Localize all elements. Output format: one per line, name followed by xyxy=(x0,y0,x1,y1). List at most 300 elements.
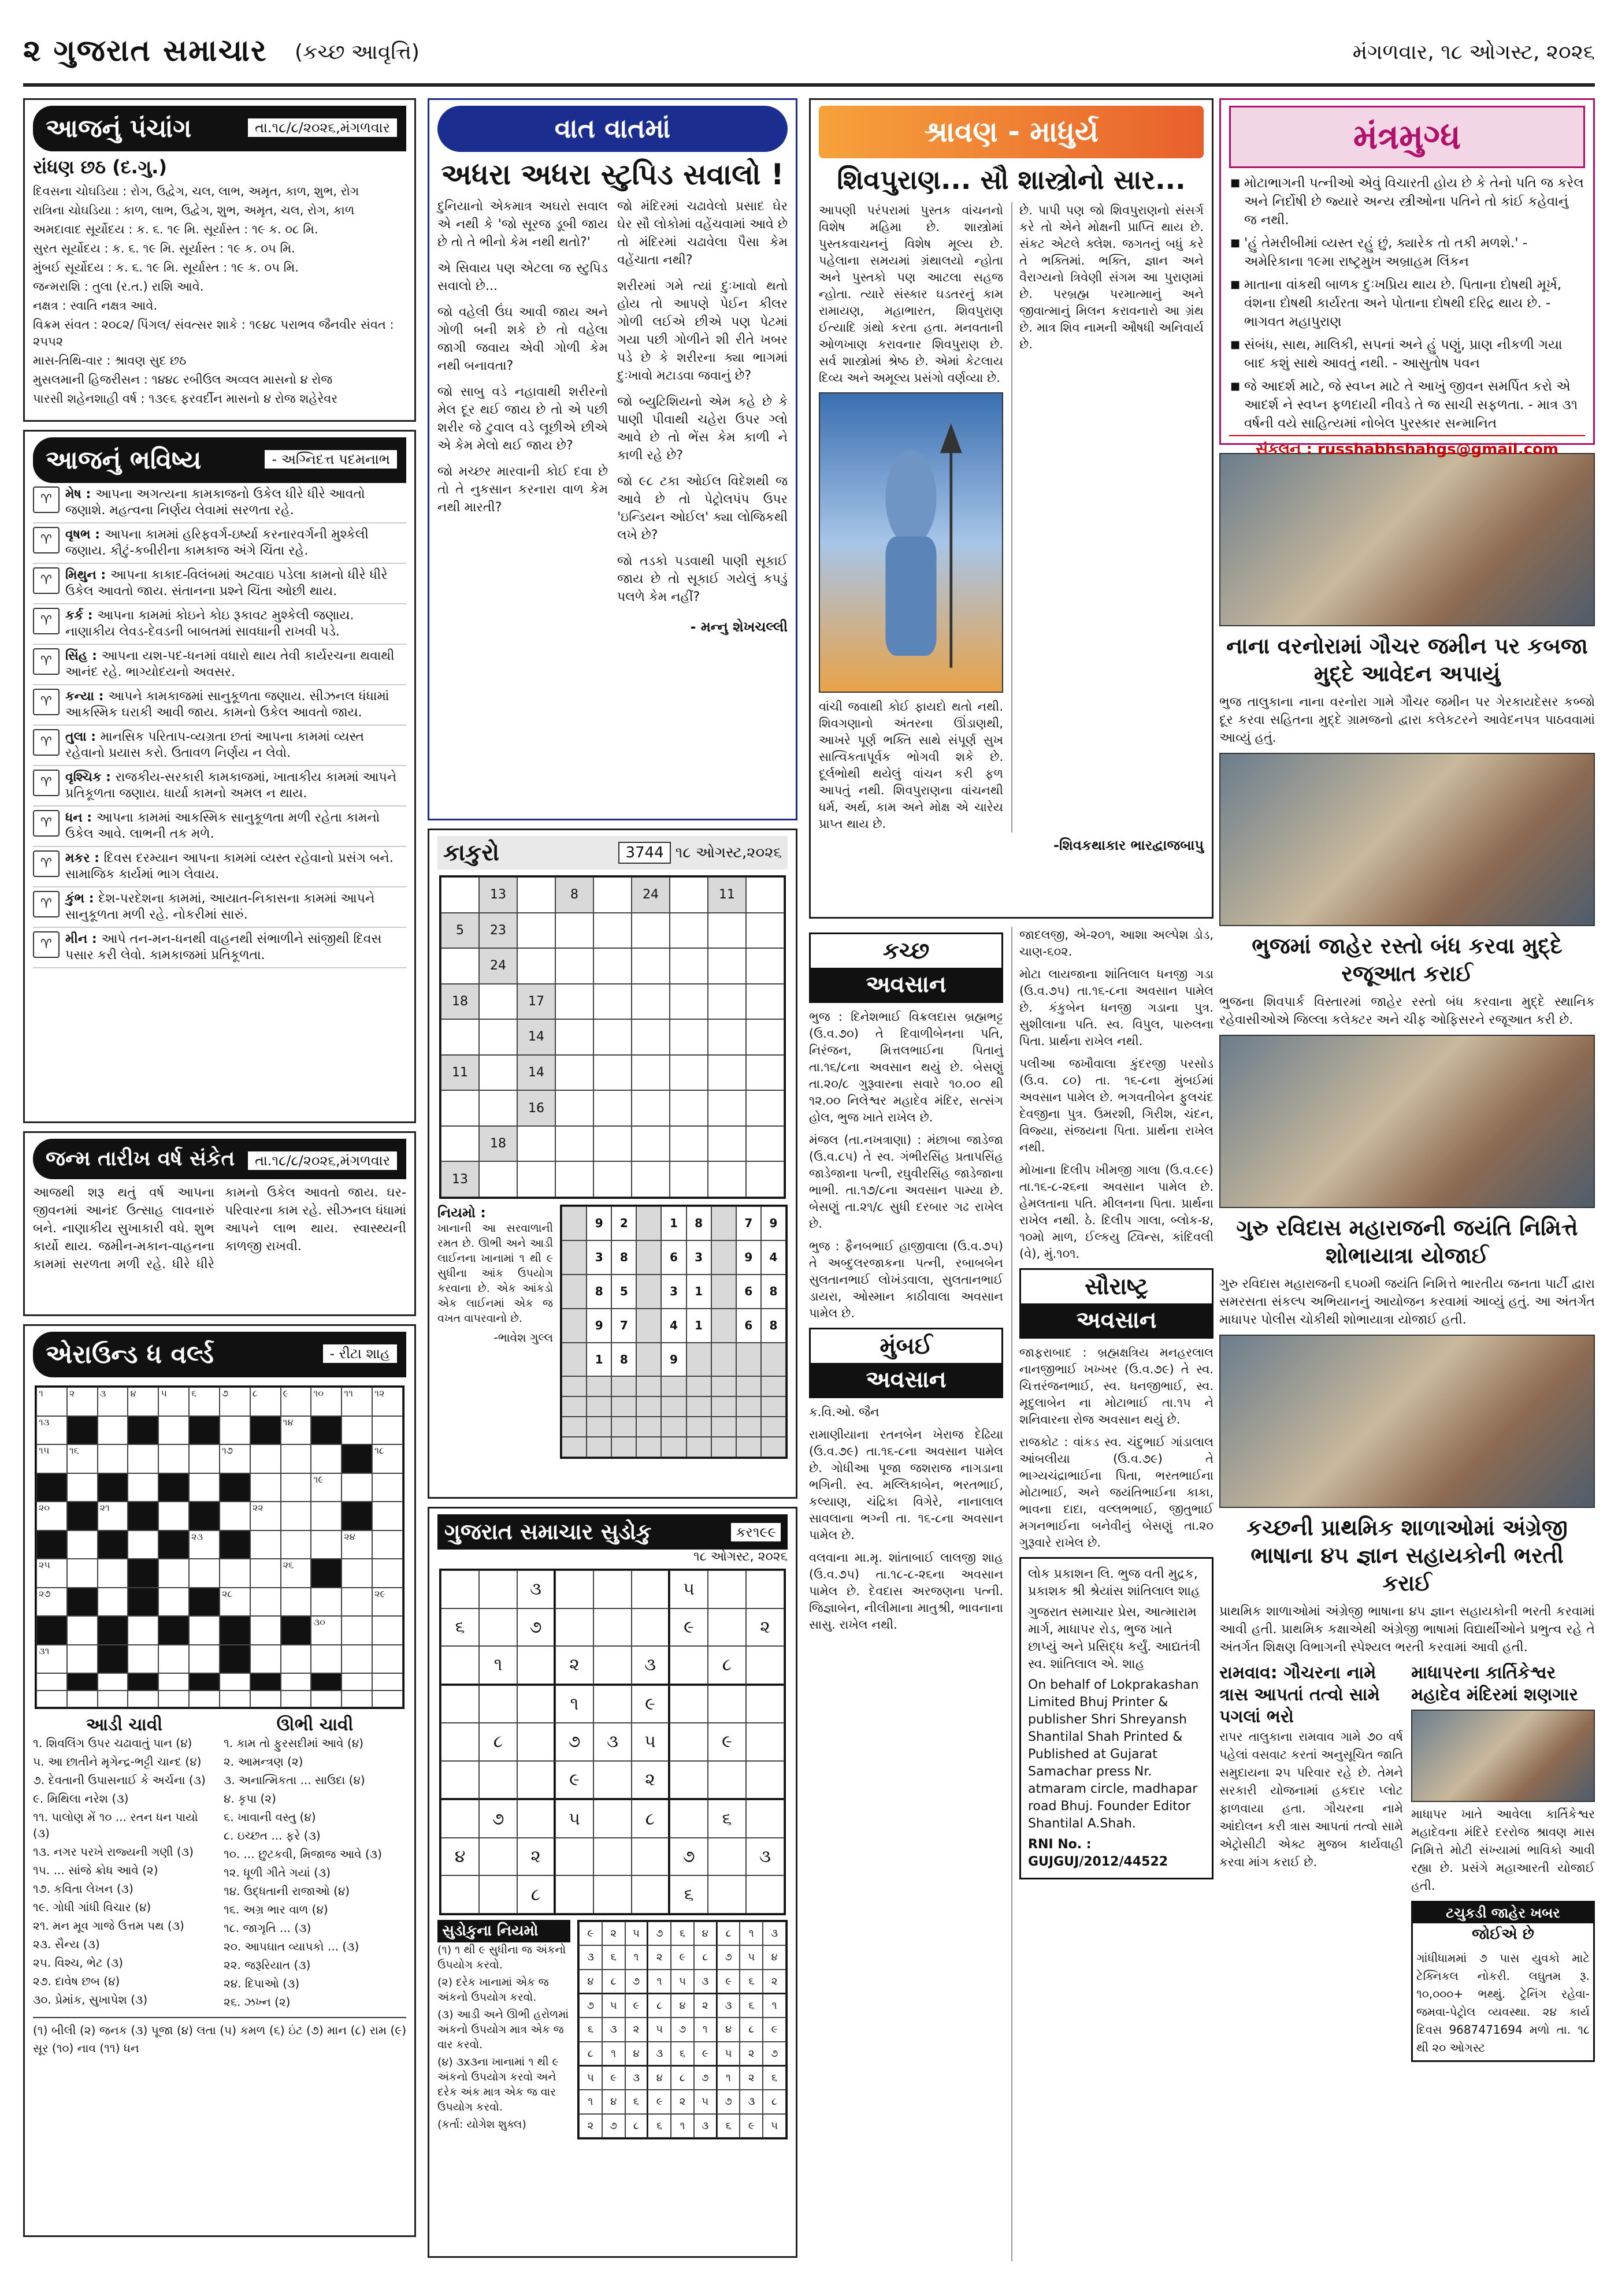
sudoku-cell xyxy=(746,1761,784,1800)
kakuro-cell xyxy=(632,984,670,1020)
sudoku-cell xyxy=(441,1875,479,1914)
kakuro-solution-cell xyxy=(636,1396,661,1417)
down-clue: ૧૬. અગ્ર ભાર વાળ (૪) xyxy=(224,1903,328,1916)
sudoku-solution-cell: ૪ xyxy=(694,1922,717,1945)
crossword-cell xyxy=(342,1559,372,1588)
sudoku-solution-cell: ૫ xyxy=(694,2090,717,2113)
zodiac-icon: ♈ xyxy=(33,527,60,553)
crossword-cell xyxy=(158,1387,189,1416)
panchang-tithi: રાંધણ છઠ (દ.ગુ.) xyxy=(33,156,167,178)
zodiac-icon: ♈ xyxy=(33,770,60,796)
classified-subtitle: જોઈએ છે xyxy=(1472,1926,1534,1943)
news-text-5: રાપર તાલુકાના રામવાવ ગામે ૭૦ વર્ષ પહેલાં વસવાટ કરતાં અનુસૂચિત જાતિ સમુદાયના ૨૫ પરિવાર રહે છે. તેમને સરકારી યોજનામાં હકદાર પ્લોટ ફાળવાયા હતા. ગૌચરના નામે આંદોલન કરી ત્રાસ આપતાં તત્વો સામે એટ્રોસીટી એક્ટ મુજબ કાર્યવાહી કરવા માંગ કરાઈ છે. xyxy=(1219,1730,1403,1869)
crossword-cell xyxy=(220,1530,250,1559)
crossword-cell xyxy=(342,1416,372,1445)
crossword-cell xyxy=(281,1673,311,1691)
edition-label: (કચ્છ આવૃત્તિ) xyxy=(295,40,420,64)
kakuro-solution-cell xyxy=(711,1240,736,1275)
sudoku-cell xyxy=(632,1838,670,1876)
kakuro-solution-cell xyxy=(686,1437,711,1457)
mantra-quote: ■ મોટાભાગની પત્નીઓ એવું વિચારતી હોય છે કે તેનો પતિ જ કરેલ અને નિર્દોષી છે જ્યારે અન્ય સ્ત્રીઓના પતિને તો કાંઈ કહેવાનું જ નથી. xyxy=(1229,172,1585,232)
crossword-cell xyxy=(158,1673,189,1691)
sudoku-cell xyxy=(670,1646,708,1685)
crossword-cell xyxy=(311,1502,342,1530)
panchang-line: મુંબઈ સૂર્યોદય : ક. ૬. ૧૯ મિ. સૂર્યાસ્ત : ૧૯ ક. ૦૫ મિ. xyxy=(33,261,299,274)
kakuro-solution-cell xyxy=(587,1437,611,1457)
kakuro-cell xyxy=(479,1019,517,1055)
kakuro-solution-cell xyxy=(636,1437,661,1457)
crossword-cell xyxy=(36,1645,67,1674)
crossword-cell xyxy=(372,1387,403,1416)
kakuro-solution-cell xyxy=(711,1437,736,1457)
sudoku-cell: ૩ xyxy=(517,1570,555,1608)
obituary-entry: ક.વિ.ઓ. જૈન xyxy=(809,1405,879,1419)
rashi-name: મીન : xyxy=(65,932,102,946)
kakuro-cell xyxy=(746,1161,784,1197)
news-photo-2 xyxy=(1219,753,1595,926)
vaat-author: - મન્નુ શેખચલ્લી xyxy=(690,619,788,635)
rashi-row xyxy=(33,523,406,564)
kakuro-solution-cell xyxy=(661,1396,686,1417)
crossword-cell xyxy=(281,1616,311,1645)
classified-box xyxy=(1411,1901,1595,2062)
crossword-clue-number: ૨૪ xyxy=(344,1530,355,1542)
rashi-list xyxy=(33,483,406,968)
crossword-cell xyxy=(220,1673,250,1691)
kakuro-cell xyxy=(441,1019,479,1055)
crossword-cell xyxy=(311,1530,342,1559)
kakuro-cell xyxy=(708,1126,746,1162)
panchang-line: જન્મરાશિ : તુલા (ર.ત.) રાશિ આવે. xyxy=(33,280,204,293)
sudoku-cell xyxy=(517,1761,555,1800)
kakuro-solution-cell: 7 xyxy=(611,1309,636,1343)
kakuro-solution-cell xyxy=(761,1437,786,1457)
sudoku-solution-cell: ૯ xyxy=(602,2066,625,2090)
sudoku-cell xyxy=(517,1800,555,1838)
across-clue: ૩૦. પ્રેમાંક, સુખાપેશ (૩) xyxy=(33,1993,148,2007)
sudoku-cell: ૬ xyxy=(441,1608,479,1647)
down-clue: ૧૨. ધૂળી ગીતે ગયાં (૩) xyxy=(224,1866,331,1879)
sudoku-solution-cell: ૧ xyxy=(579,2090,602,2113)
crossword-clue-number: ૧૨ xyxy=(374,1388,385,1399)
mumbai-obit-text xyxy=(809,1404,1003,1633)
panchang-line: વિક્રમ સંવત : ૨૦૮૨/ પિંગલ/ સંવત્સર શાકે : ૧૯૪૮ પરાભવ જૈનવીર સંવત : ૨૫૫૨ xyxy=(33,318,394,348)
kakuro-solution-cell xyxy=(636,1417,661,1437)
sudoku-cell xyxy=(479,1570,517,1608)
news-headline-4: કચ્છની પ્રાથમિક શાળાઓમાં અંગ્રેજી ભાષાના ૪૫ જ્ઞાન સહાયકોની ભરતી કરાઈ xyxy=(1246,1515,1568,1596)
mantra-quote: ■ માતાના વાંકથી બાળક દુઃખપ્રિય થાય છે. પિતાના દોષથી મૂર્ખ, વંશના દોષથી કાર્યરતા અને પોતાના દોષથી દરિદ્ર થાય છે. - ભાગવત મહાપુરાણ xyxy=(1229,273,1585,333)
shravan-title: શ્રાવણ - માધુર્ય xyxy=(819,106,1204,158)
kakuro-cell xyxy=(441,948,479,984)
sudoku-solution-cell: ૯ xyxy=(579,1922,602,1945)
kakuro-cell xyxy=(517,1126,555,1162)
kakuro-cell xyxy=(593,1019,632,1055)
newspaper-logo: ૨ ગુજરાત સમાચાર xyxy=(23,34,268,68)
rashi-prediction: આપના અગત્યના કામકાજનો ઉકેલ ધીરે ધીરે આવતો જણાશે. મહત્વના નિર્ણય લેવામાં સરળતા રહે. xyxy=(65,487,365,518)
crossword-cell xyxy=(250,1616,281,1645)
crossword-cell xyxy=(311,1691,342,1708)
crossword-cell xyxy=(67,1645,98,1674)
crossword-cell xyxy=(250,1588,281,1617)
kakuro-solution-cell: 6 xyxy=(736,1309,761,1343)
crossword-cell xyxy=(128,1616,158,1645)
sudoku-cell xyxy=(632,1608,670,1647)
sudoku-rule: (૧) ૧ થી ૯ સુધીના જ અંકનો ઉપયોગ કરવો. xyxy=(437,1944,566,1971)
sudoku-cell xyxy=(746,1685,784,1723)
kakuro-cell xyxy=(708,1090,746,1126)
vaat-title: વાત વાતમાં xyxy=(437,106,788,152)
kakuro-solution-cell xyxy=(562,1376,587,1396)
crossword-cell xyxy=(342,1387,372,1416)
crossword-cell xyxy=(158,1502,189,1530)
crossword-clue-number: ૧૦ xyxy=(313,1388,324,1399)
crossword-cell xyxy=(311,1616,342,1645)
sudoku-solution-cell: ૧ xyxy=(740,1922,763,1945)
rashi-name: કન્યા : xyxy=(65,689,109,704)
crossword-cell xyxy=(98,1530,128,1559)
crossword-cell xyxy=(281,1444,311,1473)
birthday-box xyxy=(23,1131,416,1316)
down-clue: ૧. કામ તો ફુરસદીમાં આવે (૪) xyxy=(224,1736,363,1750)
rashi-row xyxy=(33,685,406,726)
crossword-clue-number: ૬ xyxy=(191,1388,197,1399)
news-headline-2: ભુજમાં જાહેર રસ્તો બંધ કરવા મુદ્દે રજૂઆત કરાઈ xyxy=(1252,933,1563,986)
rashi-name: વૃષભ : xyxy=(65,527,105,542)
crossword-cell xyxy=(220,1416,250,1445)
sudoku-cell xyxy=(479,1685,517,1723)
crossword-clue-number: ૧૯ xyxy=(313,1473,324,1485)
crossword-cell xyxy=(342,1673,372,1691)
kakuro-cell xyxy=(670,1126,708,1162)
kakuro-clue-cell: 24 xyxy=(479,948,517,984)
sudoku-cell: ૨ xyxy=(555,1646,593,1685)
sudoku-author: (કર્તા: યોગેશ શુક્લ) xyxy=(437,2118,526,2131)
sudoku-solution-cell: ૬ xyxy=(625,2090,648,2113)
kakuro-cell xyxy=(708,948,746,984)
crossword-cell xyxy=(342,1473,372,1502)
kakuro-solution-cell: 9 xyxy=(736,1240,761,1275)
crossword-cell xyxy=(67,1588,98,1617)
sudoku-solution-cell: ૬ xyxy=(740,1970,763,1994)
sudoku-solution-cell: ૩ xyxy=(717,1994,740,2018)
crossword-cell xyxy=(158,1588,189,1617)
sudoku-cell xyxy=(593,1800,632,1838)
crossword-cell xyxy=(98,1673,128,1691)
kakuro-grid xyxy=(439,875,786,1199)
sudoku-solution-cell: ૧ xyxy=(625,1945,648,1969)
crossword-clue-number: ૨ xyxy=(69,1388,75,1399)
crossword-clue-number: ૧૪ xyxy=(283,1416,294,1428)
kakuro-rules-title: નિયમો : xyxy=(437,1205,486,1221)
across-clue: ૭. દેવતાની ઉપાસનાઈ કે અર્ચના (૩) xyxy=(33,1773,206,1787)
sudoku-cell xyxy=(555,1570,593,1608)
crossword-clue-number: ૩ xyxy=(99,1388,106,1399)
kakuro-solution-cell xyxy=(562,1206,587,1240)
crossword-clue-number: ૨૦ xyxy=(39,1502,50,1513)
crossword-cell xyxy=(128,1502,158,1530)
sudoku-cell: ૧ xyxy=(555,1685,593,1723)
zodiac-icon: ♈ xyxy=(33,608,60,634)
kakuro-cell xyxy=(746,877,784,913)
issue-date: મંગળવાર, ૧૮ ઓગસ્ટ, ૨૦૨૬ xyxy=(1352,40,1595,64)
crossword-cell xyxy=(281,1502,311,1530)
sudoku-grid xyxy=(439,1569,786,1915)
crossword-cell xyxy=(342,1588,372,1617)
rashi-row xyxy=(33,928,406,968)
crossword-cell xyxy=(342,1444,372,1473)
zodiac-icon: ♈ xyxy=(33,931,60,958)
column-shravan xyxy=(809,98,1214,2273)
crossword-cell xyxy=(128,1588,158,1617)
crossword-cell xyxy=(220,1691,250,1708)
crossword-cell xyxy=(372,1444,403,1473)
kakuro-solution-cell xyxy=(711,1417,736,1437)
rashi-name: કર્ક : xyxy=(65,608,98,623)
kakuro-box xyxy=(428,829,797,1499)
sudoku-solution-cell: ૮ xyxy=(625,2114,648,2138)
sudoku-cell xyxy=(746,1646,784,1685)
kakuro-cell xyxy=(670,1019,708,1055)
crossword-cell xyxy=(189,1387,220,1416)
kakuro-cell xyxy=(479,1055,517,1091)
news-text-6: માધાપર ખાતે આવેલા કાર્તિકેશ્વર મહાદેવના મંદિરે દરરોજ શ્રાવણ માસ નિમિત્તે મોટી સંખ્યામાં ભાવિકો આવી રહ્યા છે. પ્રસંગે મહાઆરતી યોજાઈ હતી. xyxy=(1411,1807,1595,1893)
saurashtra-obit-text xyxy=(1019,1344,1214,1551)
vaat-headline: અધરા અધરા સ્ટુપિડ સવાલો ! xyxy=(441,158,784,191)
kakuro-solution-cell xyxy=(736,1417,761,1437)
kakuro-cell xyxy=(746,984,784,1020)
crossword-cell xyxy=(220,1387,250,1416)
sudoku-cell xyxy=(441,1800,479,1838)
sudoku-cell xyxy=(708,1570,746,1608)
kakuro-cell xyxy=(479,1090,517,1126)
crossword-clue-number: ૧૬ xyxy=(69,1445,79,1456)
mumbai-obit-header: મુંબઈ અવસાન xyxy=(809,1328,1003,1398)
kakuro-cell xyxy=(555,1055,593,1091)
crossword-cell xyxy=(250,1645,281,1674)
sudoku-cell xyxy=(441,1761,479,1800)
rashi-name: વૃશ્ચિક : xyxy=(65,770,116,785)
column-left xyxy=(23,98,416,2273)
crossword-cell xyxy=(250,1673,281,1691)
vaat-col-b xyxy=(617,198,788,614)
crossword-cell xyxy=(98,1473,128,1502)
sudoku-solution-cell: ૭ xyxy=(579,1994,602,2018)
crossword-cell xyxy=(128,1645,158,1674)
classified-text: ગાંધીધામમાં ૭ પાસ યુવકો માટે ટેક્નિકલ નોકરી. લઘુતમ રૂ. ૧૦,૦૦૦+ ભથ્થું. ટ્રેનિંગ રહેવા-જમવા-પેટ્રોલ વ્યવસ્થા. ૨૪ કાર્ય દિવસ 9687471694 મળો તા. ૧૮ થી ૨૦ ઓગસ્ટ xyxy=(1416,1951,1590,2054)
crossword-cell xyxy=(281,1559,311,1588)
crossword-cell xyxy=(36,1387,67,1416)
crossword-clue-number: ૨૯ xyxy=(374,1588,386,1599)
crossword-cell xyxy=(250,1530,281,1559)
kakuro-cell xyxy=(708,1019,746,1055)
panchang-line: દિવસના ચોઘડિયા : રોગ, ઉદ્વેગ, ચલ, લાભ, અમૃત, કાળ, શુભ, રોગ xyxy=(33,184,359,198)
kakuro-solution-cell: 8 xyxy=(587,1275,611,1309)
crossword-grid xyxy=(35,1385,404,1709)
crossword-cell xyxy=(158,1473,189,1502)
imprint-line: લોક પ્રકાશન લિ. ભુજ વતી મુદ્રક, પ્રકાશક શ્રી શ્રેયાંસ શાંતિલાલ શાહ xyxy=(1028,1567,1200,1599)
kakuro-cell xyxy=(708,984,746,1020)
rashi-text xyxy=(65,648,406,681)
news-text-2: ભુજના શિવપાર્ક વિસ્તારમાં જાહેર રસ્તો બંધ કરવાના મુદ્દે સ્થાનિક રહેવાસીઓએ જિલ્લા કલેક્ટર અને ચીફ ઓફિસરને રજૂઆત કરી છે. xyxy=(1219,995,1595,1027)
crossword-clue-number: ૧ xyxy=(39,1388,43,1399)
down-title: ઊભી ચાવી xyxy=(276,1715,354,1735)
sudoku-solution-cell: ૯ xyxy=(763,2018,786,2041)
kakuro-solution-cell xyxy=(761,1376,786,1396)
kakuro-solution-cell xyxy=(611,1376,636,1396)
mantra-contact: સંકલન : russhabhshahgs@gmail.com xyxy=(1229,435,1585,463)
sudoku-solution-cell: ૨ xyxy=(694,1994,717,2018)
panchang-title: આજનું પંચાંગ તા.૧૮/૮/૨૦૨૬,મંગળવાર xyxy=(33,106,406,151)
crossword-cell xyxy=(189,1416,220,1445)
kakuro-cell xyxy=(555,1090,593,1126)
kakuro-cell xyxy=(746,1055,784,1091)
sudoku-cell xyxy=(593,1646,632,1685)
crossword-cell xyxy=(67,1473,98,1502)
crossword-cell xyxy=(36,1691,67,1708)
sudoku-cell: ૮ xyxy=(632,1800,670,1838)
kakuro-solution-cell: 8 xyxy=(686,1206,711,1240)
crossword-cell xyxy=(311,1673,342,1691)
obituary-entry: પલીઆ જખૌવાલા કુંદરજી પરસોડ (ઉ.વ. ૮૦) તા. ૧૬-૮ના મુંબઈમાં અવસાન પામેલ છે. ભગવતીબેન ફુલચંદ દેવજીના પુત્ર. ઉમરશી, ગિરીશ, ચંદન, વિજ્યા, સંજયના પિતા. પ્રાર્થના રાખેલ નથી. xyxy=(1019,1057,1214,1154)
sudoku-cell: ૨ xyxy=(746,1608,784,1647)
mantra-list xyxy=(1229,172,1585,435)
panchang-line: મુસલમાની હિજરીસન : ૧૪૪૮ રબીઉલ અવ્વલ માસનો ૪ રોજ xyxy=(33,373,333,387)
crossword-cell xyxy=(250,1444,281,1473)
zodiac-icon: ♈ xyxy=(33,729,60,756)
obituary-entry: મોટા લાયજાના શાંતિલાલ ધનજી ગડા (ઉ.વ.૭૫) તા.૧૬-૮ના અવસાન પામેલ છે. કંકુબેન ધનજી ગડાના પુત્ર. સુશીલાના પતિ. સ્વ. વિપુલ, પારુલના પિતા. પ્રાર્થના રાખેલ નથી. xyxy=(1019,967,1214,1048)
sudoku-cell: ૯ xyxy=(708,1723,746,1761)
sudoku-solution-cell: ૪ xyxy=(648,2066,671,2090)
kakuro-solution-cell xyxy=(686,1396,711,1417)
sudoku-solution-cell: ૨ xyxy=(602,1922,625,1945)
sudoku-solution-cell: ૫ xyxy=(740,1945,763,1969)
crossword-cell xyxy=(36,1444,67,1473)
rashi-prediction: આપના કામમાં કોઇને કોઇ રૂકાવટ મુશ્કેલી જણાય. નાણાકીય લેવડ-દેવડની બાબતમાં સાવધાની રાખવી પડે. xyxy=(65,608,354,639)
rashi-row xyxy=(33,645,406,685)
crossword-cell xyxy=(98,1616,128,1645)
kakuro-clue-cell: 18 xyxy=(479,1126,517,1162)
sudoku-solution-cell: ૮ xyxy=(602,1970,625,1994)
kakuro-cell xyxy=(593,877,632,913)
sudoku-cell xyxy=(708,1875,746,1914)
rashi-text xyxy=(65,486,406,519)
crossword-clue-number: ૯ xyxy=(283,1388,289,1399)
sudoku-solution-cell: ૪ xyxy=(671,1994,694,2018)
crossword-box xyxy=(23,1324,416,2237)
sudoku-cell xyxy=(632,1875,670,1914)
rashi-text xyxy=(65,850,406,883)
panchang-line: રાત્રિના ચોઘડિયા : કાળ, લાભ, ઉદ્વેગ, શુભ, અમૃત, ચલ, રોગ, કાળ xyxy=(33,203,355,217)
crossword-cell xyxy=(372,1502,403,1530)
panchang-line: પારસી શહેનશાહી વર્ષ : ૧૩૯૬ ફરવર્દીન માસનો ૪ રોજ શહેરેવર xyxy=(33,392,338,406)
kakuro-cell xyxy=(593,1055,632,1091)
crossword-clue-number: ૨૭ xyxy=(39,1588,51,1599)
rashi-prediction: આપના કાકાદ-વિલંબમાં અટવાઇ પડેલા કામનો ધીરે ધીરે ઉકેલ આવતો જાય. સંતાનના પ્રશ્ને ચિંતા ઓછી થાય. xyxy=(65,568,388,599)
zodiac-icon: ♈ xyxy=(33,648,60,675)
zodiac-icon: ♈ xyxy=(33,567,60,594)
mantra-box xyxy=(1219,98,1595,458)
down-clue: ૬. ખાવાની વસ્તુ (૪) xyxy=(224,1810,316,1824)
shiva-image xyxy=(819,392,1003,693)
sudoku-solution-cell: ૭ xyxy=(671,2018,694,2041)
kakuro-solution-cell xyxy=(761,1343,786,1377)
kakuro-solution-cell xyxy=(736,1396,761,1417)
sudoku-solution-cell: ૯ xyxy=(694,2042,717,2066)
kakuro-solution-cell xyxy=(661,1417,686,1437)
kakuro-solution-cell xyxy=(711,1309,736,1343)
crossword-cell xyxy=(36,1502,67,1530)
kakuro-solution-cell: 2 xyxy=(611,1206,636,1240)
crossword-cell xyxy=(36,1616,67,1645)
kakuro-clue-cell: 11 xyxy=(708,877,746,913)
rashi-text xyxy=(65,527,406,559)
sudoku-cell: ૮ xyxy=(708,1646,746,1685)
kakuro-cell xyxy=(593,984,632,1020)
sudoku-solution-cell: ૨ xyxy=(740,2066,763,2090)
crossword-cell xyxy=(220,1444,250,1473)
crossword-cell xyxy=(189,1530,220,1559)
obituary-entry: રામાણીયાના રતનબેન ખેરાજ દેઢિયા (ઉ.વ.૭૯) તા.૧૬-૮ના અવસાન પામેલ છે. ગોધીઆ પૂજા જશરાજ નાગડાના ભગિની. સ્વ. મલ્લિકાબેન, ભરતભાઈ, કલ્યાણ, ચંદ્રિકા વિગેરે, નાનાલાલ સાવલાના ભગ્ની તા. ૧૬-૮ના અવસાન પામેલ છે. xyxy=(809,1428,1003,1542)
vaat-paragraph: જો તડકો પડવાથી પાણી સૂકાઈ જાય છે તો સૂકાઈ ગયેલું કપડું પલળે કેમ નહીં? xyxy=(617,554,788,604)
rashi-text xyxy=(65,567,406,600)
crossword-cell xyxy=(342,1691,372,1708)
crossword-cell xyxy=(220,1559,250,1588)
sudoku-rules-title: સુડોકુના નિયમો xyxy=(437,1920,570,1942)
rashi-row xyxy=(33,483,406,523)
across-clue: ૧૯. ગોધી ગાંધી વિચાર (૪) xyxy=(33,1900,151,1914)
kakuro-solution-cell xyxy=(736,1376,761,1396)
kakuro-solution-cell xyxy=(761,1396,786,1417)
kakuro-cell xyxy=(517,948,555,984)
sudoku-rules xyxy=(437,1942,570,2115)
vaat-paragraph: જો બ્યુટિશિયનો એમ કહે છે કે પાણી પીવાથી ચહેરા ઉપર ગ્લો આવે છે તો ભેંસ કેમ કાળી ને કાળી રહે છે? xyxy=(617,395,788,463)
sudoku-date: ૧૮ ઓગસ્ટ, ૨૦૨૬ xyxy=(693,1550,788,1564)
kakuro-cell xyxy=(746,1126,784,1162)
sudoku-cell xyxy=(555,1875,593,1914)
down-clue: ૩. અનાત્મિકતા ... સાઉદા (૪) xyxy=(224,1773,365,1787)
kakuro-cell xyxy=(632,1090,670,1126)
crossword-cell xyxy=(67,1444,98,1473)
crossword-cell xyxy=(128,1530,158,1559)
sudoku-solution-cell: ૬ xyxy=(740,1994,763,2018)
crossword-cell xyxy=(372,1416,403,1445)
crossword-cell xyxy=(98,1559,128,1588)
sudoku-solution-cell: ૮ xyxy=(763,2090,786,2113)
kakuro-solution-cell: 3 xyxy=(686,1240,711,1275)
down-clue: ૮. ઇચ્છત ... ફરે (૩) xyxy=(224,1829,321,1842)
rashi-row xyxy=(33,807,406,847)
sudoku-solution-cell: ૯ xyxy=(625,1994,648,2018)
across-clue: ૧૭. કવિતા લેખન (૩) xyxy=(33,1882,133,1896)
crossword-cell xyxy=(372,1530,403,1559)
news-photo-4 xyxy=(1219,1335,1595,1508)
crossword-cell xyxy=(250,1416,281,1445)
kakuro-cell xyxy=(708,1055,746,1091)
sudoku-cell: ૮ xyxy=(517,1875,555,1914)
sudoku-cell xyxy=(746,1875,784,1914)
panchang-lines xyxy=(33,183,406,407)
zodiac-icon: ♈ xyxy=(33,891,60,917)
kakuro-solution-cell: 4 xyxy=(661,1309,686,1343)
kakuro-solution-cell: 8 xyxy=(611,1240,636,1275)
kakuro-solution-cell xyxy=(611,1417,636,1437)
crossword-clue-number: ૧૭ xyxy=(221,1445,233,1456)
crossword-cell xyxy=(220,1473,250,1502)
panchang-line: સુરત સૂર્યોદય : ક. ૬. ૧૯ મિ. સૂર્યાસ્ત : ૧૯ ક. ૦૫ મિ. xyxy=(33,242,295,255)
vaat-paragraph: એ સિવાય પણ એટલા જ સ્ટુપિડ સવાલો છે... xyxy=(437,261,608,293)
crossword-cell xyxy=(67,1387,98,1416)
crossword-clue-number: ૧૫ xyxy=(39,1445,50,1456)
